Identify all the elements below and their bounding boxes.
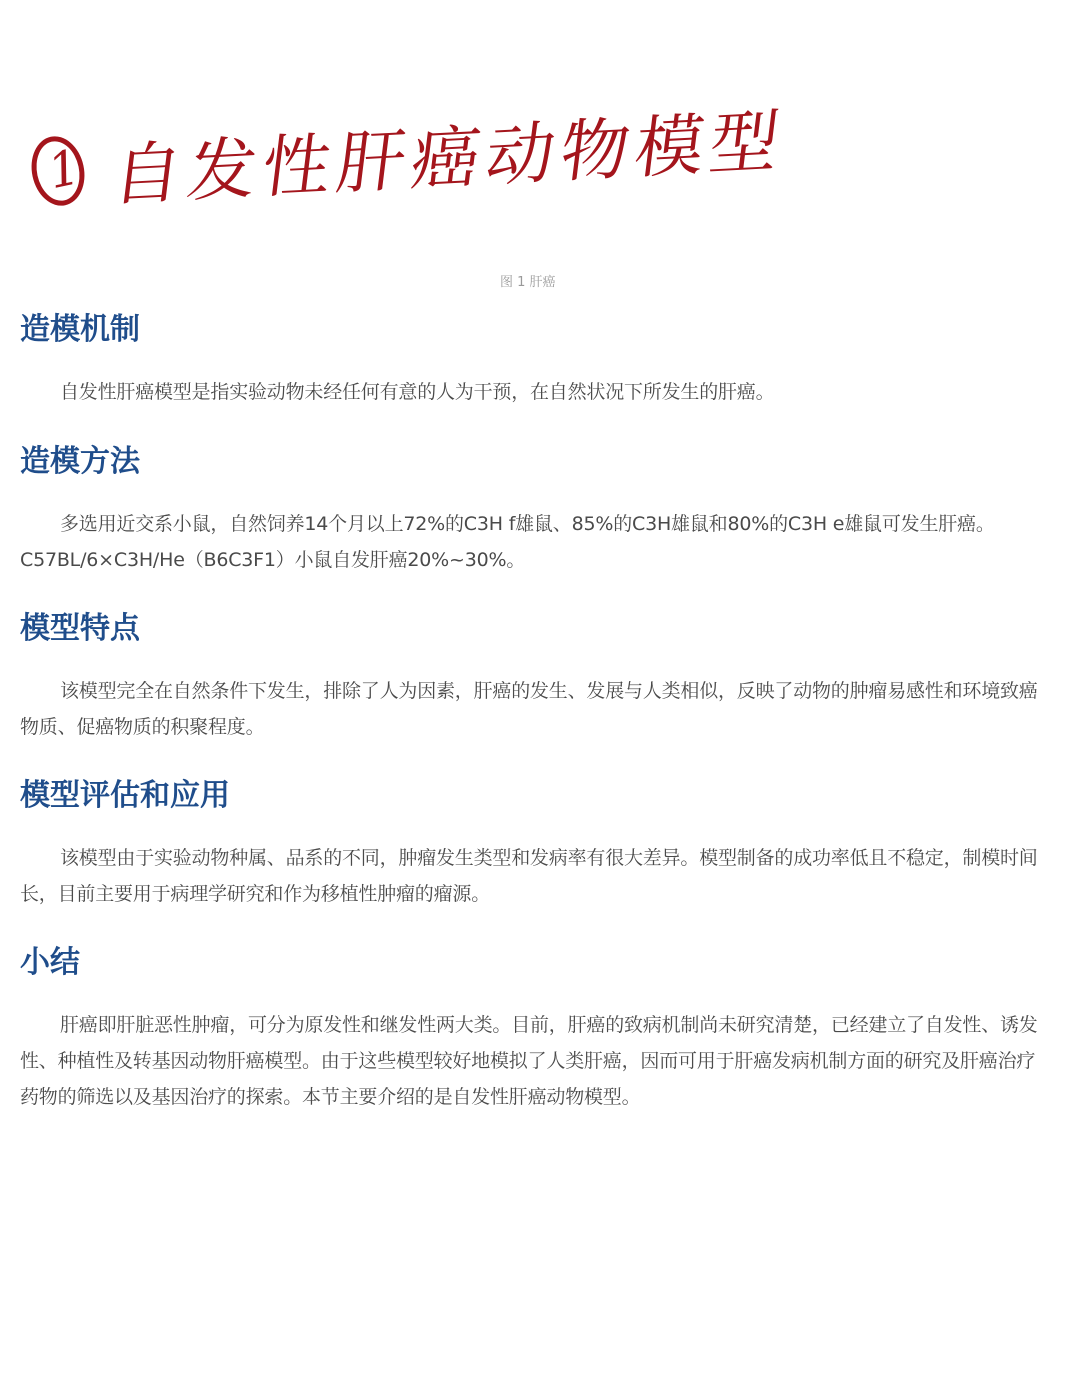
handwritten-title [28,102,790,222]
circled-number-text: 1 [43,139,85,201]
section-heading-features: 模型特点 [20,611,140,646]
page-title: 自发性肝癌动物模型 [108,102,790,217]
section-heading-mechanism: 造模机制 [20,312,140,347]
section-heading-evaluation: 模型评估和应用 [20,778,230,813]
section-text-method: 多选用近交系小鼠，自然饲养14个月以上72%的C3H f雄鼠、85%的C3H雄鼠和80%的C3H e雄鼠可发生肝癌。C57BL/6×C3H/He（B6C3F1）小鼠自发肝癌20%~30%。 [20,513,995,571]
circled-number [25,131,90,210]
section-text-evaluation: 该模型由于实验动物种属、品系的不同，肿瘤发生类型和发病率有很大差异。模型制备的成功率低且不稳定，制模时间长，目前主要用于病理学研究和作为移植性肿瘤的瘤源。 [20,847,1038,905]
section-heading-summary: 小结 [20,945,80,980]
section-text-mechanism: 自发性肝癌模型是指实验动物未经任何有意的人为干预，在自然状况下所发生的肝癌。 [60,381,775,403]
figure-caption-fragment [500,275,572,295]
section-text-summary: 肝癌即肝脏恶性肿瘤，可分为原发性和继发性两大类。目前，肝癌的致病机制尚未研究清楚，已经建立了自发性、诱发性、种植性及转基因动物肝癌模型。由于这些模型较好地模拟了人类肝癌，因而可用于肝癌发病机制方面的研究及肝癌治疗药物的筛选以及基因治疗的探索。本节主要介绍的是自发性肝癌动物模型。 [20,1014,1038,1108]
section-heading-method: 造模方法 [20,444,140,479]
section-text-features: 该模型完全在自然条件下发生，排除了人为因素，肝癌的发生、发展与人类相似，反映了动物的肿瘤易感性和环境致癌物质、促癌物质的积聚程度。 [20,680,1038,738]
figure-caption-text: 图 1 肝癌 [500,275,556,290]
